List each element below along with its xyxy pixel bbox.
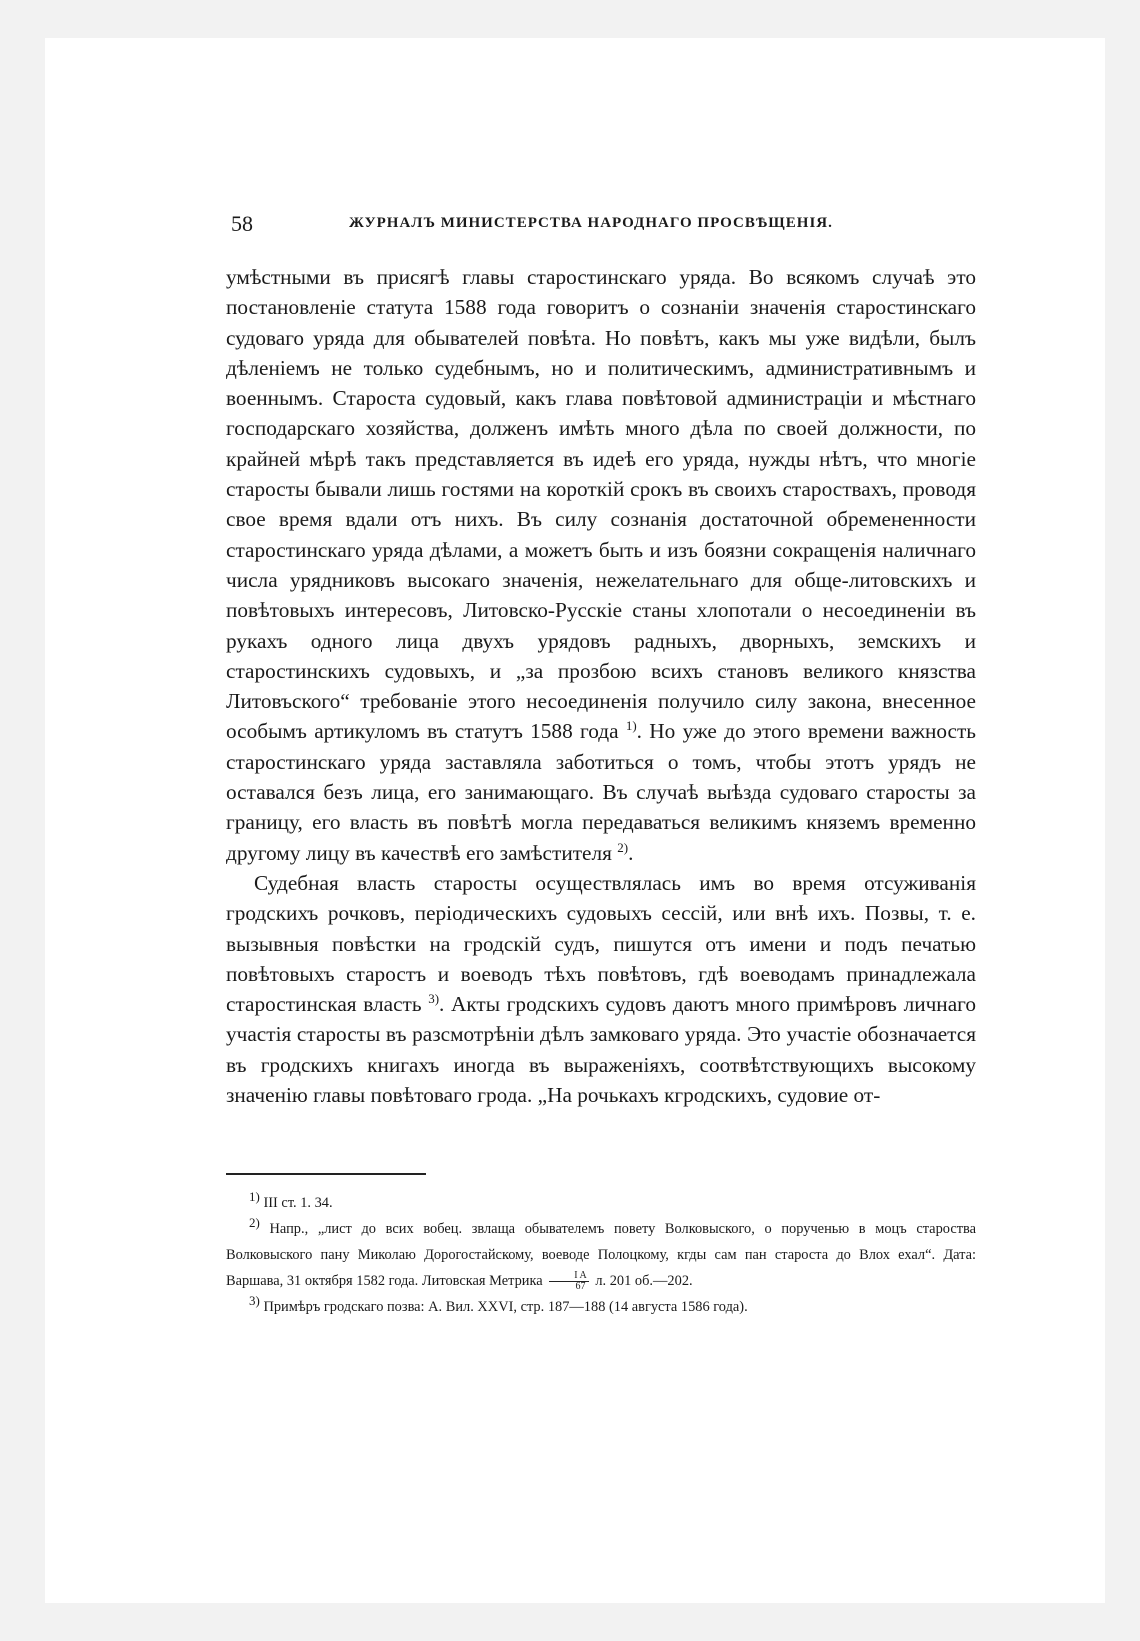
footnote-2 <box>226 1216 976 1294</box>
footnote-2-text-a: Напр., „лист до всих вобец. звлаща обывателемъ повету Волковыского, о порученью в моцъ староства Волковыского пану Миколаю Дорогостайскому, воеводе Полоцкому, кгды сам пан староста до Влох ехал“. Дата: Варшава, 31 октября 1582 года. Литовская Метрика <box>226 1221 976 1289</box>
paragraph-2 <box>226 868 976 1110</box>
paragraph-1-text-b: . Но уже до этого времени важность старостинскаго уряда заставляла заботиться о томъ, чтобы этотъ урядъ не оставался безъ лица, его занимающаго. Въ случаѣ выѣзда судоваго старосты за границу, его власть въ повѣтѣ могла передаваться великимъ княземъ временно другому лицу въ качествѣ его замѣстителя <box>226 719 976 865</box>
footnote-ref-3: 3) <box>428 991 440 1007</box>
footnote-1-text: III ст. 1. 34. <box>263 1195 333 1211</box>
metrika-fraction <box>549 1271 589 1292</box>
paragraph-1-text-a: умѣстными въ присягѣ главы старостинскаго уряда. Во всякомъ случаѣ это постановленіе статута 1588 года говоритъ о сознаніи значенія старостинскаго судоваго уряда для обывателей повѣта. Но повѣтъ, какъ мы уже видѣли, былъ дѣленіемъ не только судебнымъ, но и политическимъ, административнымъ и военнымъ. Староста судовый, какъ глава повѣтовой администраціи и мѣстнаго господарскаго хозяйства, долженъ имѣть много дѣла по своей должности, по крайней мѣрѣ такъ представляется въ идеѣ его уряда, нужды нѣтъ, что многіе старосты бывали лишь гостями на короткій срокъ въ своихъ староствахъ, проводя свое время вдали отъ нихъ. Въ силу сознанія достаточной обремененности старостинскаго уряда дѣлами, а можетъ быть и изъ боязни сокращенія наличнаго числа урядниковъ высокаго значенія, нежелательнаго для обще-литовскихъ и повѣтовыхъ интересовъ, Литовско-Русскіе станы хлопотали о несоединеніи въ рукахъ одного лица двухъ урядовъ радныхъ, дворныхъ, земскихъ и старостинскихъ судовыхъ, и „за прозбою всихъ становъ великого князства Литовъского“ требованіе этого несоединенія получило силу закона, внесенное особымъ артикуломъ въ статутъ 1588 года <box>226 265 976 744</box>
footnote-divider <box>226 1173 426 1175</box>
paragraph-1-text-c: . <box>628 840 634 865</box>
paragraph-2-text-b: . Акты гродскихъ судовъ даютъ много примѣровъ личнаго участія старосты въ разсмотрѣніи дѣлъ замковаго уряда. Это участіе обозначается въ гродскихъ книгахъ иногда въ выраженіяхъ, соотвѣтствующихъ высокому значенію главы повѣтоваго грода. „На рочькахъ кгродскихъ, судовие от- <box>226 992 977 1108</box>
footnote-3 <box>226 1294 976 1320</box>
paragraph-2-text-a: Судебная власть старосты осуществлялась имъ во время отсуживанія гродскихъ рочковъ, періодическихъ судовыхъ сессій, или внѣ ихъ. Позвы, т. е. вызывныя повѣстки на гродскій судъ, пишутся отъ имени и подъ печатью повѣтовыхъ старостъ и воеводъ тѣхъ повѣтовъ, гдѣ воеводамъ принадлежала старостинская власть <box>226 870 976 1017</box>
page-header <box>231 211 975 241</box>
footnote-1-mark: 1) <box>249 1189 260 1205</box>
footnote-ref-2: 2) <box>617 839 629 855</box>
footnote-1 <box>226 1190 976 1216</box>
footnote-2-text-b: л. 201 об.—202. <box>595 1273 693 1289</box>
main-text <box>226 262 976 1110</box>
footnotes <box>226 1190 976 1320</box>
running-title: ЖУРНАЛЪ МИНИСТЕРСТВА НАРОДНАГО ПРОСВѢЩЕНІЯ. <box>349 215 833 231</box>
fraction-denominator: 67 <box>575 1281 586 1293</box>
fraction-numerator: I A <box>549 1271 589 1282</box>
paragraph-1 <box>226 262 976 868</box>
footnote-3-text: Примѣръ гродскаго позва: А. Вил. XXVI, стр. 187—188 (14 августа 1586 года). <box>263 1299 748 1315</box>
footnote-2-mark: 2) <box>249 1215 260 1231</box>
footnote-3-mark: 3) <box>249 1293 260 1309</box>
page-number: 58 <box>231 211 253 236</box>
footnote-ref-1: 1) <box>625 718 637 734</box>
